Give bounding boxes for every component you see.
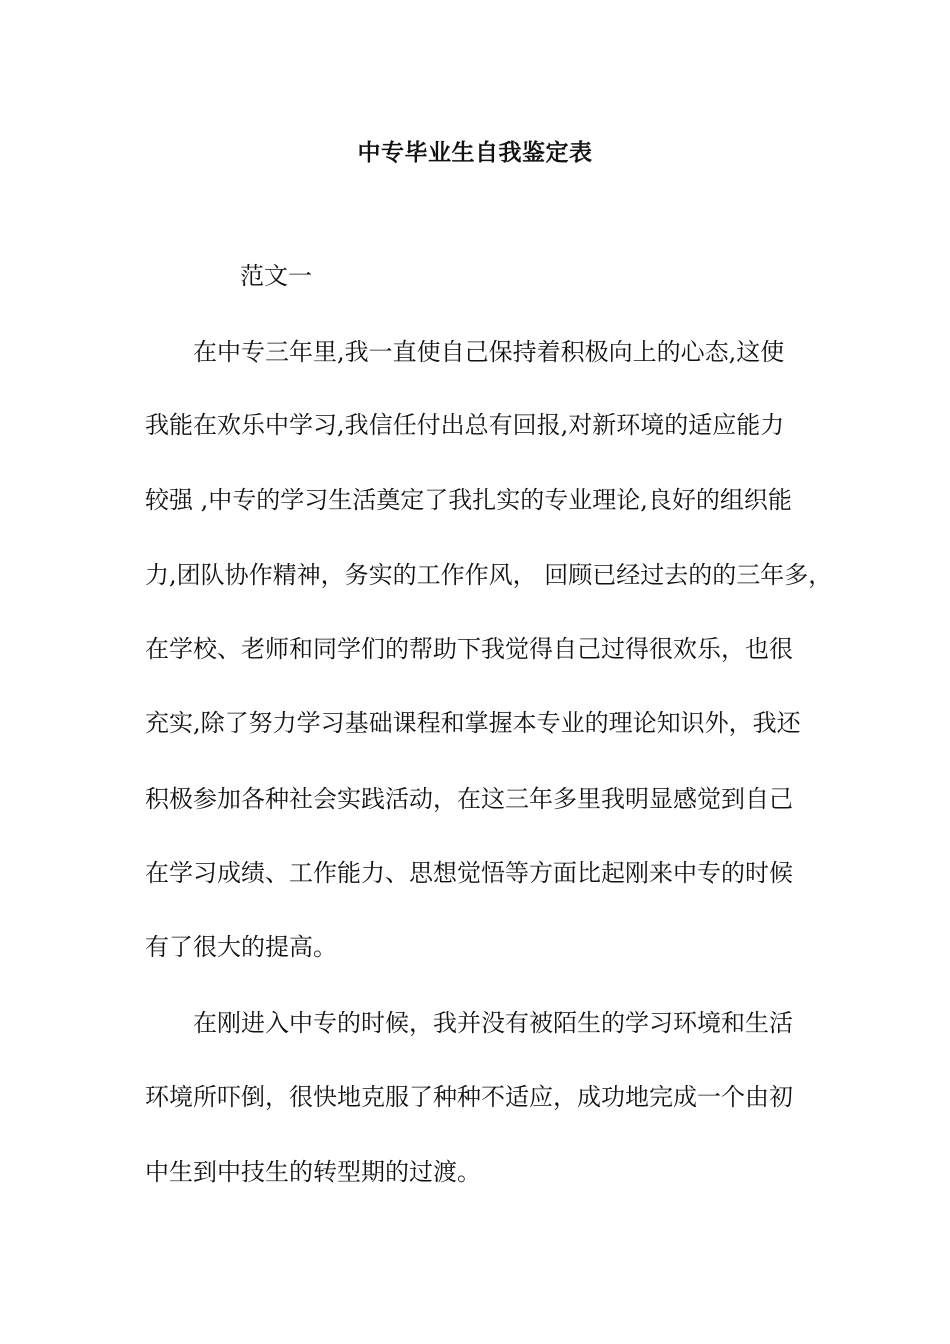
paragraph-line: 中生到中技生的转型期的过渡。 <box>145 1158 481 1186</box>
paragraph-line: 有了很大的提高。 <box>145 933 337 961</box>
paragraph-line: 在学习成绩、工作能力、思想觉悟等方面比起刚来中专的时候 <box>145 859 793 887</box>
document-title: 中专毕业生自我鉴定表 <box>357 140 593 166</box>
paragraph-line: 较强 ,中专的学习生活奠定了我扎实的专业理论,良好的组织能 <box>145 486 792 514</box>
paragraph-line: 在学校、老师和同学们的帮助下我觉得自己过得很欢乐，也很 <box>145 635 793 663</box>
paragraph-line: 在刚进入中专的时候，我并没有被陌生的学习环境和生活 <box>193 1009 793 1037</box>
paragraph-line: 我能在欢乐中学习,我信任付出总有回报,对新环境的适应能力 <box>145 411 785 439</box>
document-subtitle: 范文一 <box>240 262 312 290</box>
paragraph-line: 在中专三年里,我一直使自己保持着积极向上的心态,这使 <box>193 338 785 366</box>
paragraph-line: 环境所吓倒，很快地克服了种种不适应，成功地完成一个由初 <box>145 1083 793 1111</box>
paragraph-line: 积极参加各种社会实践活动，在这三年多里我明显感觉到自己 <box>145 785 793 813</box>
paragraph-line: 充实,除了努力学习基础课程和掌握本专业的理论知识外，我还 <box>145 709 801 737</box>
paragraph-line: 力,团队协作精神，务实的工作作风， 回顾已经过去的的三年多， <box>145 561 833 589</box>
